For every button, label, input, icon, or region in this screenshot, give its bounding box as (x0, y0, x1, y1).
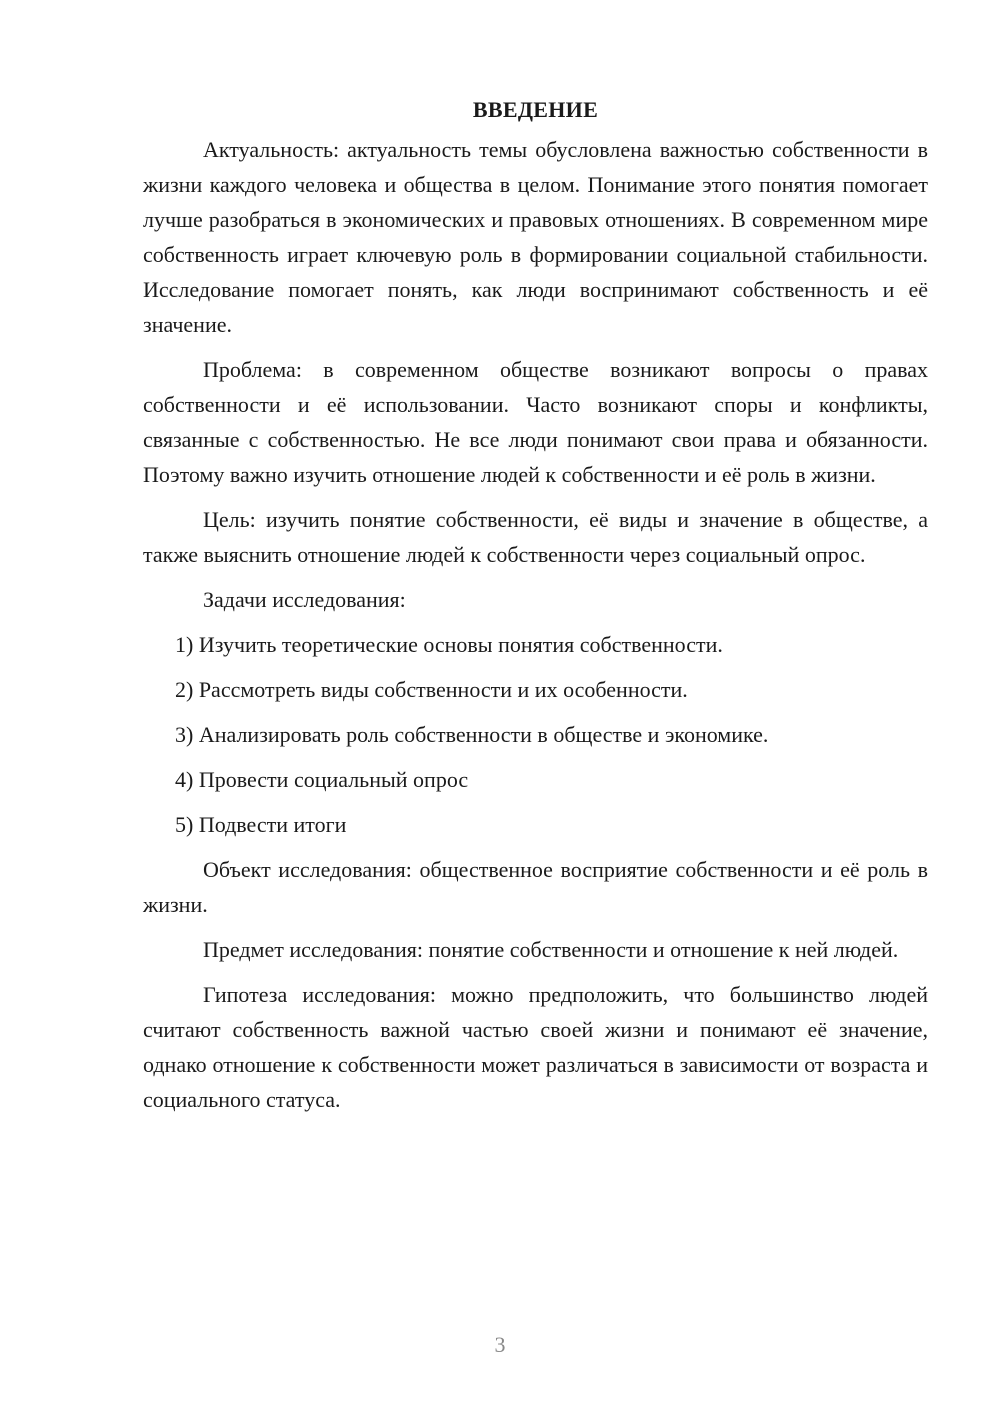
list-item: 3) Анализировать роль собственности в обществе и экономике. (175, 722, 769, 747)
paragraph-relevance: Актуальность: актуальность темы обусловлена важностью собственности в жизни каждого человека и общества в целом. Понимание этого понятия помогает лучше разобраться в экономических и правовых отношениях. В современном мире собственность играет ключевую роль в формировании социальной стабильности. Исследование помогает понять, как люди воспринимают собственность и её значение. (143, 137, 928, 337)
page-number: 3 (494, 1332, 506, 1357)
page-title: ВВЕДЕНИЕ (472, 97, 599, 122)
paragraph-goal: Цель: изучить понятие собственности, её виды и значение в обществе, а также выяснить отношение людей к собственности через социальный опрос. (143, 507, 928, 567)
tasks-heading: Задачи исследования: (203, 587, 406, 612)
list-item: 4) Провести социальный опрос (175, 767, 469, 792)
list-item: 5) Подвести итоги (175, 812, 347, 837)
paragraph-problem: Проблема: в современном обществе возникают вопросы о правах собственности и её использовании. Часто возникают споры и конфликты, связанные с собственностью. Не все люди понимают свои права и обязанности. Поэтому важно изучить отношение людей к собственности и её роль в жизни. (143, 357, 928, 487)
list-item: 1) Изучить теоретические основы понятия собственности. (175, 632, 723, 657)
tasks-list (143, 627, 928, 842)
paragraph-hypothesis: Гипотеза исследования: можно предположить, что большинство людей считают собственность важной частью своей жизни и понимают её значение, однако отношение к собственности может различаться в зависимости от возраста и социального статуса. (143, 982, 928, 1112)
list-item: 2) Рассмотреть виды собственности и их особенности. (175, 677, 688, 702)
document-page (143, 92, 928, 1127)
paragraph-subject: Предмет исследования: понятие собственности и отношение к ней людей. (203, 937, 899, 962)
paragraph-object: Объект исследования: общественное восприятие собственности и её роль в жизни. (143, 857, 928, 917)
